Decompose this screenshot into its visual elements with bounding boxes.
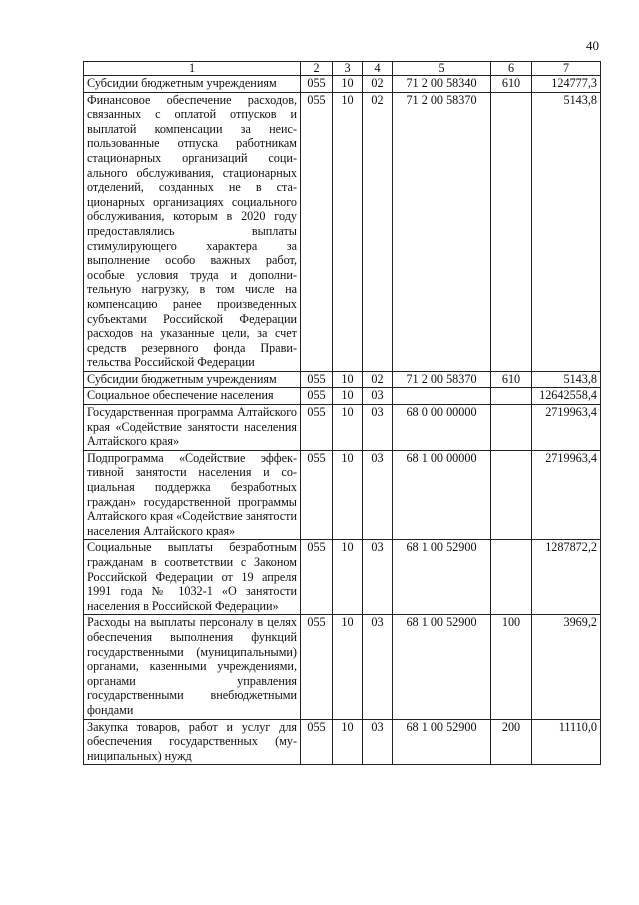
section-code: 10 <box>333 92 363 371</box>
expense-type-code <box>491 450 532 540</box>
column-header: 7 <box>532 62 601 76</box>
column-header: 2 <box>301 62 333 76</box>
amount-value: 11110,0 <box>532 719 601 765</box>
column-header: 5 <box>393 62 491 76</box>
subsection-code: 02 <box>363 76 393 93</box>
subsection-code: 02 <box>363 92 393 371</box>
ministry-code: 055 <box>301 540 333 615</box>
table-row <box>84 371 601 388</box>
ministry-code: 055 <box>301 76 333 93</box>
section-code: 10 <box>333 615 363 719</box>
target-article-code <box>393 388 491 405</box>
column-header: 1 <box>84 62 301 76</box>
column-header: 4 <box>363 62 393 76</box>
amount-value: 2719963,4 <box>532 450 601 540</box>
subsection-code: 03 <box>363 540 393 615</box>
ministry-code: 055 <box>301 719 333 765</box>
table-row <box>84 388 601 405</box>
table-row <box>84 540 601 615</box>
table-row <box>84 92 601 371</box>
column-header: 3 <box>333 62 363 76</box>
section-code: 10 <box>333 388 363 405</box>
section-code: 10 <box>333 719 363 765</box>
expense-type-code: 610 <box>491 371 532 388</box>
row-name: Субсидии бюджетным учреждениям <box>84 371 301 388</box>
section-code: 10 <box>333 76 363 93</box>
ministry-code: 055 <box>301 405 333 451</box>
expense-type-code: 100 <box>491 615 532 719</box>
section-code: 10 <box>333 450 363 540</box>
subsection-code: 03 <box>363 405 393 451</box>
column-header: 6 <box>491 62 532 76</box>
expense-type-code: 610 <box>491 76 532 93</box>
target-article-code: 68 1 00 52900 <box>393 719 491 765</box>
section-code: 10 <box>333 405 363 451</box>
expense-type-code <box>491 388 532 405</box>
amount-value: 3969,2 <box>532 615 601 719</box>
section-code: 10 <box>333 371 363 388</box>
row-name: Расходы на выплаты персоналу в целях обеспечения выполнения функций государственными (муниципальными) органами, казенными учреждениями, органами управления государственными внебюджетными фондами <box>84 615 301 719</box>
amount-value: 1287872,2 <box>532 540 601 615</box>
amount-value: 5143,8 <box>532 92 601 371</box>
target-article-code: 68 1 00 52900 <box>393 540 491 615</box>
page-number: 40 <box>586 38 599 53</box>
table-header-row <box>84 62 601 76</box>
row-name: Государственная программа Алтайского края «Содействие занятости населения Алтайского края» <box>84 405 301 451</box>
target-article-code: 71 2 00 58370 <box>393 371 491 388</box>
section-code: 10 <box>333 540 363 615</box>
table-row <box>84 76 601 93</box>
expense-type-code <box>491 540 532 615</box>
row-name: Подпрограмма «Содействие эффективной занятости населения и социальная поддержка безработных граждан» государственной программы Алтайского края «Содействие занятости населения Алтайского края» <box>84 450 301 540</box>
subsection-code: 03 <box>363 615 393 719</box>
budget-table <box>83 61 601 765</box>
target-article-code: 68 1 00 52900 <box>393 615 491 719</box>
target-article-code: 68 1 00 00000 <box>393 450 491 540</box>
target-article-code: 68 0 00 00000 <box>393 405 491 451</box>
ministry-code: 055 <box>301 388 333 405</box>
expense-type-code <box>491 92 532 371</box>
amount-value: 2719963,4 <box>532 405 601 451</box>
ministry-code: 055 <box>301 450 333 540</box>
target-article-code: 71 2 00 58370 <box>393 92 491 371</box>
row-name: Социальные выплаты безработным гражданам в соответствии с Законом Российской Федерации от 19 апреля 1991 года № 1032-1 «О занятости населения в Российской Федерации» <box>84 540 301 615</box>
expense-type-code: 200 <box>491 719 532 765</box>
row-name: Закупка товаров, работ и услуг для обеспечения государственных (муниципальных) нужд <box>84 719 301 765</box>
table-row <box>84 405 601 451</box>
ministry-code: 055 <box>301 615 333 719</box>
table-row <box>84 450 601 540</box>
ministry-code: 055 <box>301 371 333 388</box>
table-row <box>84 719 601 765</box>
subsection-code: 03 <box>363 388 393 405</box>
target-article-code: 71 2 00 58340 <box>393 76 491 93</box>
subsection-code: 02 <box>363 371 393 388</box>
row-name: Социальное обеспечение населения <box>84 388 301 405</box>
row-name: Финансовое обеспечение расходов, связанных с оплатой отпусков и выплатой компенсации за неиспользованные отпуска работникам стационарных организаций социального обслуживания, стационарных отделений, созданных не в стационарных организациях социального обслуживания, которым в 2020 году предоставлялись выплаты стимулирующего характера за выполнение особо важных работ, особые условия труда и дополнительную нагрузку, в том числе на компенсацию ранее произведенных субъектами Российской Федерации расходов на указанные цели, за счет средств резервного фонда Правительства Российской Федерации <box>84 92 301 371</box>
amount-value: 124777,3 <box>532 76 601 93</box>
amount-value: 12642558,4 <box>532 388 601 405</box>
ministry-code: 055 <box>301 92 333 371</box>
row-name: Субсидии бюджетным учреждениям <box>84 76 301 93</box>
subsection-code: 03 <box>363 719 393 765</box>
expense-type-code <box>491 405 532 451</box>
table-row <box>84 615 601 719</box>
subsection-code: 03 <box>363 450 393 540</box>
amount-value: 5143,8 <box>532 371 601 388</box>
